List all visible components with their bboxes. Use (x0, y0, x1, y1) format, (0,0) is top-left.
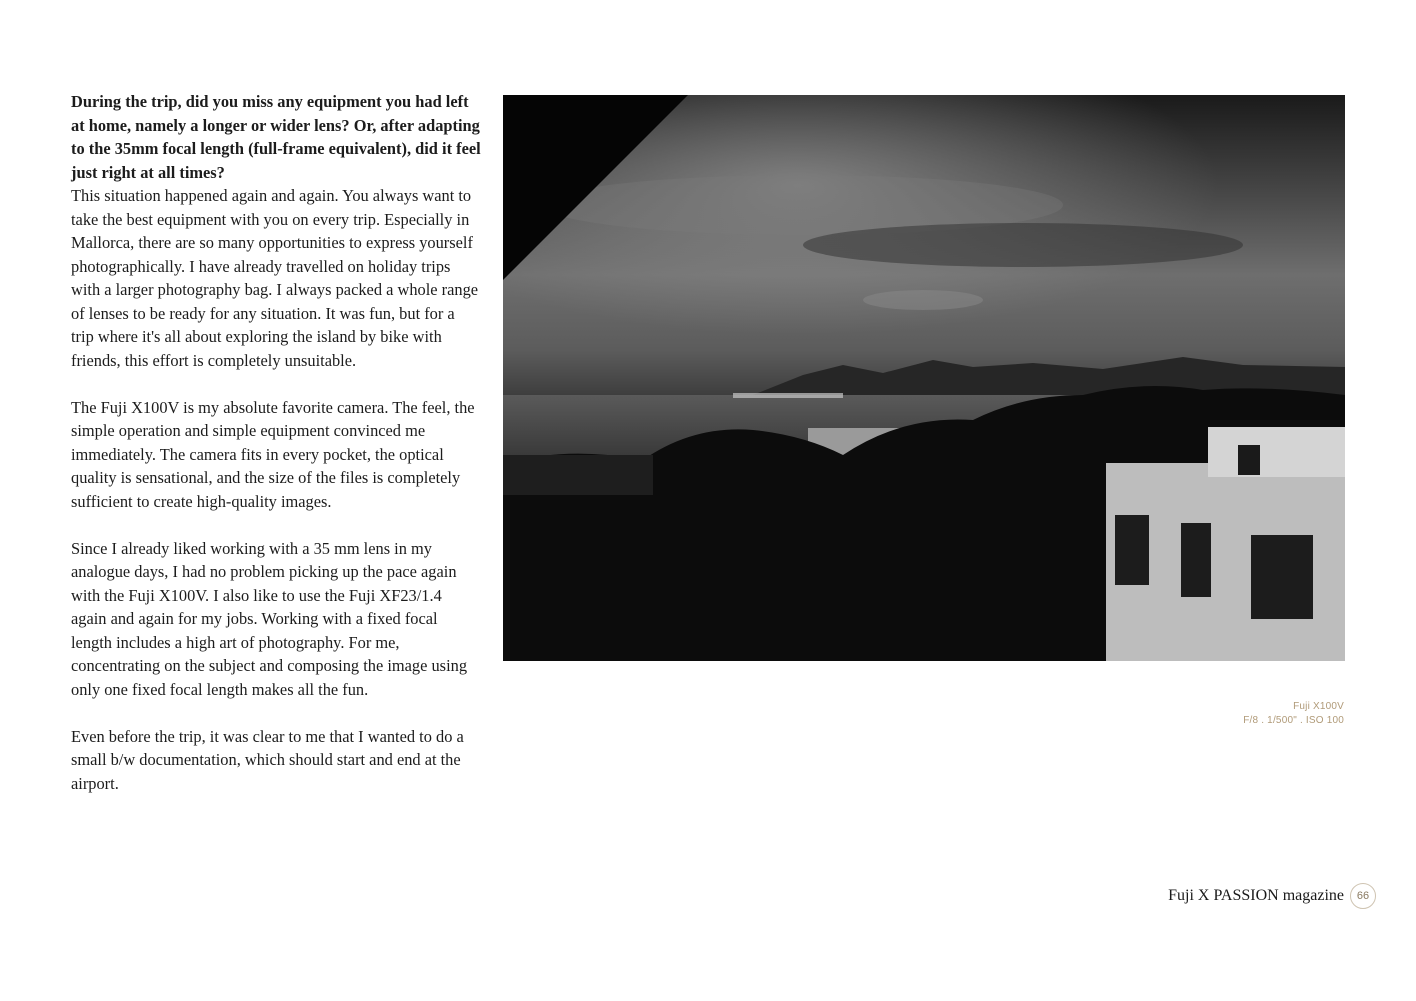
caption-camera: Fuji X100V (1293, 701, 1344, 712)
paragraph-documentation: Even before the trip, it was clear to me that I wanted to do a small b/w documentation, which should start and end at the airport. (71, 726, 464, 793)
article-text (71, 90, 481, 819)
magazine-title: Fuji X PASSION magazine (1168, 887, 1344, 904)
qa-block (71, 90, 481, 372)
page-footer (1168, 883, 1376, 909)
page-number: 66 (1350, 883, 1376, 909)
paragraph-focal-length: Since I already liked working with a 35 mm lens in my analogue days, I had no problem picking up the pace again with the Fuji X100V. I also like to use the Fuji XF23/1.4 again and again for my jobs. Working with a fixed focal length includes a high art of photography. For me, concentrating on the subject and composing the image using only one fixed focal length makes all the fun. (71, 538, 468, 699)
caption-settings: F/8 . 1/500" . ISO 100 (1243, 715, 1344, 726)
interview-question: During the trip, did you miss any equipment you had left at home, namely a longer or wider lens? Or, after adapting to the 35mm focal length (full-frame equivalent), did it feel just right at all times? (71, 92, 481, 182)
photo-caption (1243, 700, 1344, 728)
paragraph-camera: The Fuji X100V is my absolute favorite camera. The feel, the simple operation and simple equipment convinced me immediately. The camera fits in every pocket, the optical quality is sensational, and the size of the files is completely sufficient to create high-quality images. (71, 397, 475, 511)
interview-answer: This situation happened again and again. You always want to take the best equipment with you on every trip. Especially in Mallorca, there are so many opportunities to express yourself photographically. I have already travelled on holiday trips with a larger photography bag. I always packed a whole range of lenses to be ready for any situation. It was fun, but for a trip where it's all about exploring the island by bike with friends, this effort is completely unsuitable. (71, 186, 479, 370)
bw-sea-sunset-photo (503, 95, 1345, 661)
